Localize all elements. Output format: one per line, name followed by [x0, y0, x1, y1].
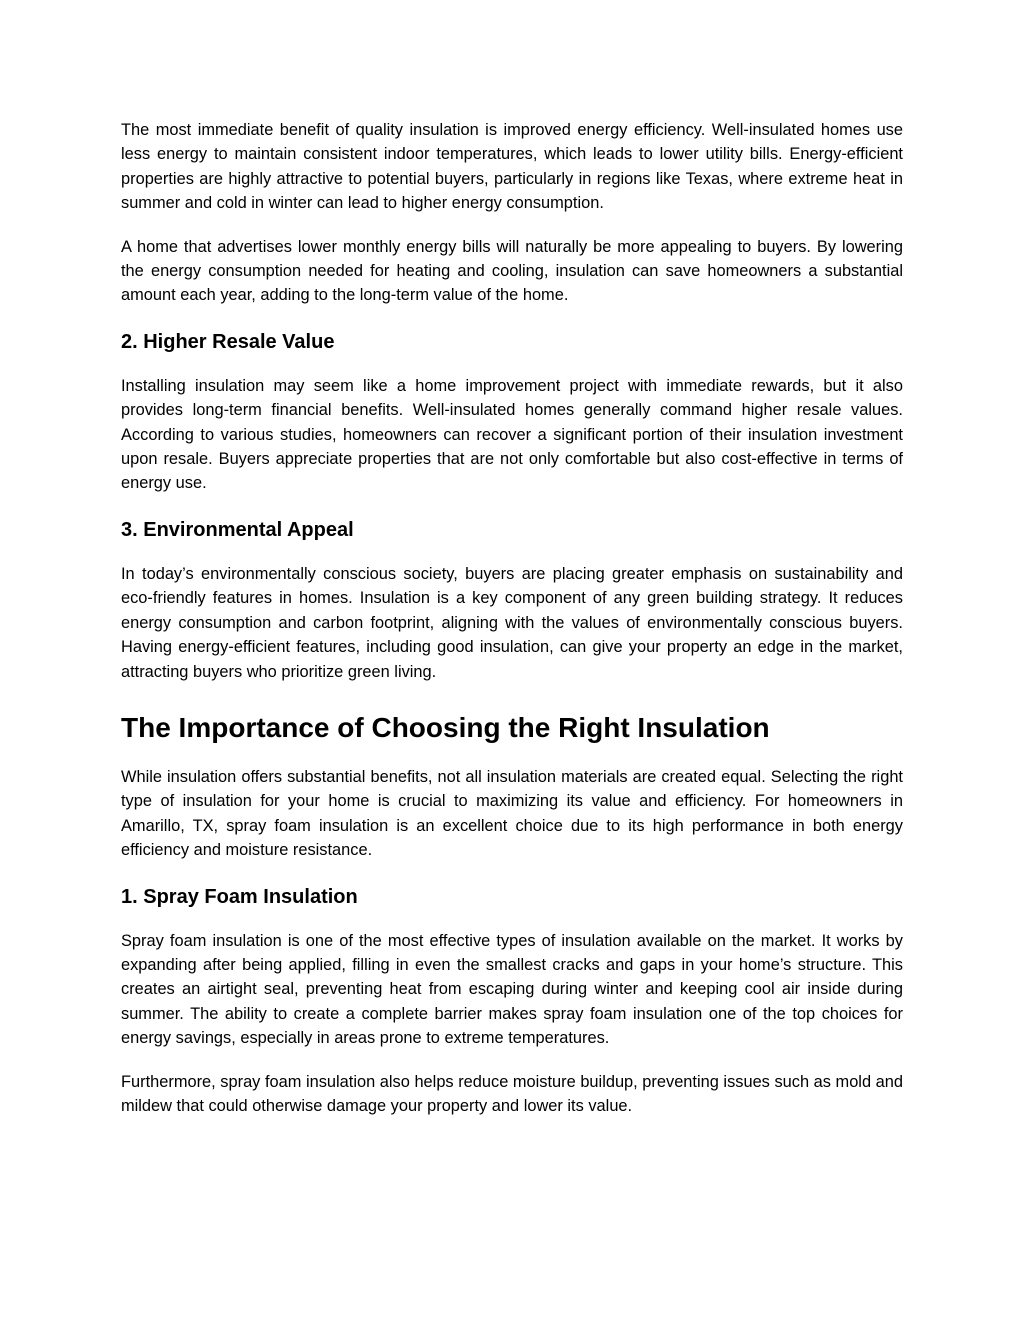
paragraph-spray-foam: Spray foam insulation is one of the most effective types of insulation available on the market. It works by expanding after being applied, filling in even the smallest cracks and gaps in your home’s structure. This creates an airtight seal, preventing heat from escaping during winter and keeping cool air inside during summer. The ability to create a complete barrier makes spray foam insulation one of the top choices for energy savings, especially in areas prone to extreme temperatures. — [121, 931, 903, 1048]
heading-importance-of-insulation: The Importance of Choosing the Right Insulation — [121, 711, 770, 743]
paragraph-lower-bills: A home that advertises lower monthly energy bills will naturally be more appealing to buyers. By lowering the energy consumption needed for heating and cooling, insulation can save homeowners a substantial amount each year, adding to the long-term value of the home. — [121, 237, 903, 305]
document-page — [121, 118, 903, 1137]
paragraph-resale-value: Installing insulation may seem like a home improvement project with immediate rewards, but it also provides long-term financial benefits. Well-insulated homes generally command higher resale values. According to various studies, homeowners can recover a significant portion of their insulation investment upon resale. Buyers appreciate properties that are not only comfortable but also cost-effective in terms of energy use. — [121, 376, 903, 493]
heading-spray-foam-insulation: 1. Spray Foam Insulation — [121, 885, 358, 908]
heading-environmental-appeal: 3. Environmental Appeal — [121, 518, 354, 541]
paragraph-environmental-appeal: In today’s environmentally conscious society, buyers are placing greater emphasis on sustainability and eco-friendly features in homes. Insulation is a key component of any green building strategy. It reduces energy consumption and carbon footprint, aligning with the values of environmentally conscious buyers. Having energy-efficient features, including good insulation, can give your property an edge in the market, attracting buyers who prioritize green living. — [121, 564, 903, 681]
paragraph-choosing-insulation: While insulation offers substantial benefits, not all insulation materials are created equal. Selecting the right type of insulation for your home is crucial to maximizing its value and efficiency. For homeowners in Amarillo, TX, spray foam insulation is an excellent choice due to its high performance in both energy efficiency and moisture resistance. — [121, 767, 903, 860]
heading-higher-resale-value: 2. Higher Resale Value — [121, 330, 335, 353]
paragraph-moisture: Furthermore, spray foam insulation also helps reduce moisture buildup, preventing issues such as mold and mildew that could otherwise damage your property and lower its value. — [121, 1072, 903, 1115]
paragraph-energy-efficiency: The most immediate benefit of quality insulation is improved energy efficiency. Well-insulated homes use less energy to maintain consistent indoor temperatures, which leads to lower utility bills. Energy-efficient properties are highly attractive to potential buyers, particularly in regions like Texas, where extreme heat in summer and cold in winter can lead to higher energy consumption. — [121, 121, 903, 213]
